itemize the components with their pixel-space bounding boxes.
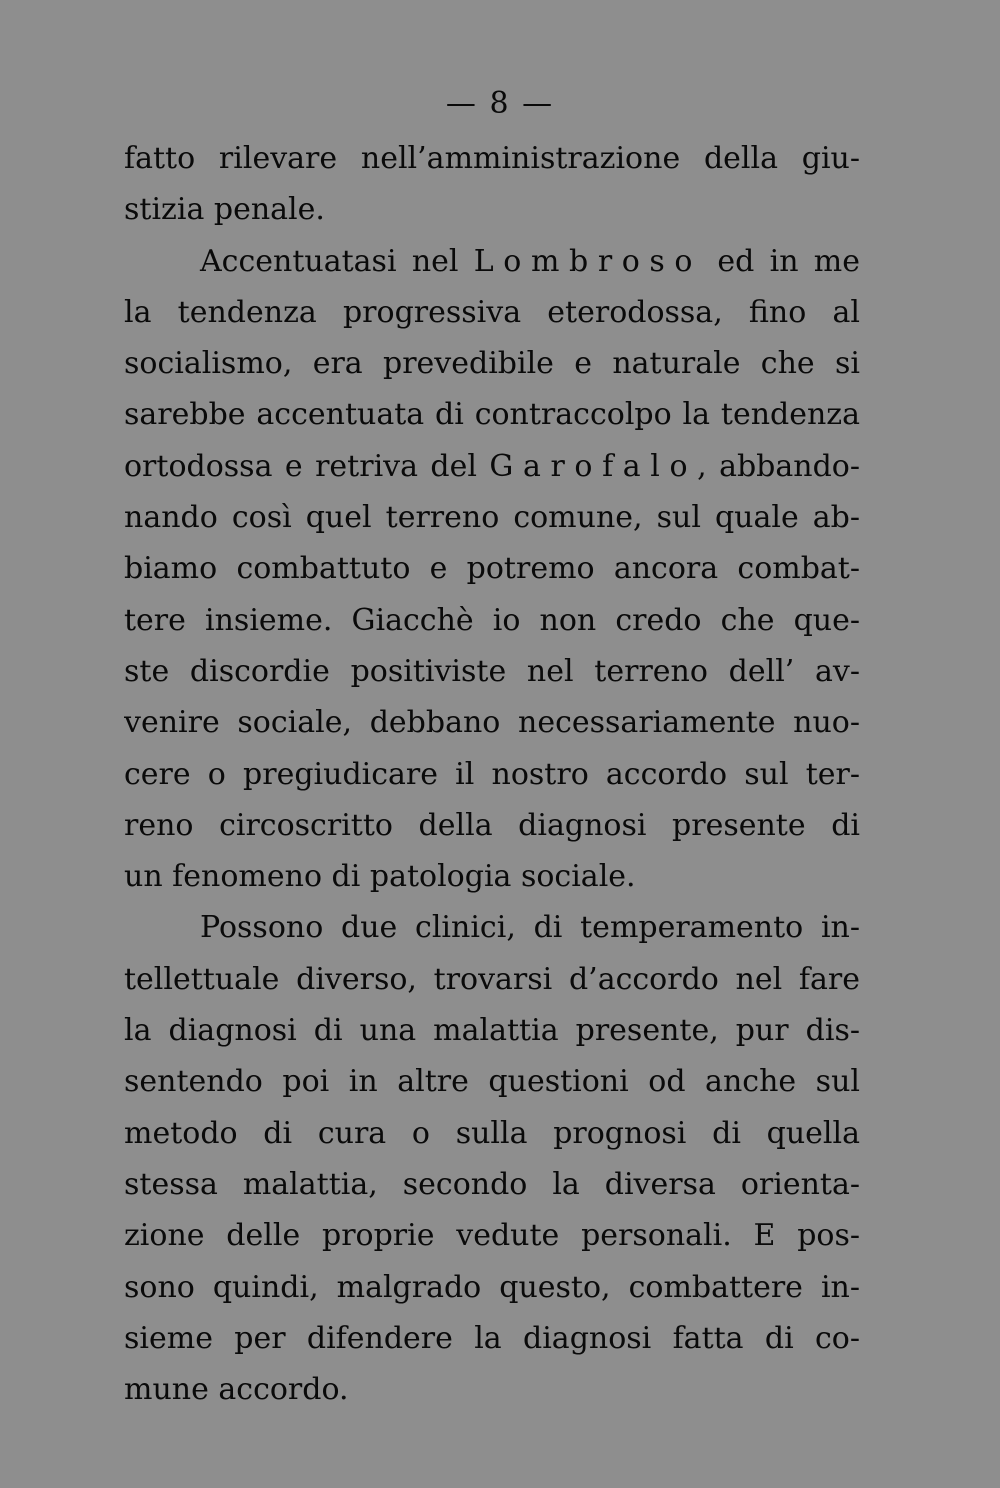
text-line: venire sociale, debbano necessariamente nuo- — [124, 705, 860, 741]
text-line: sentendo poi in altre questioni od anche sul — [124, 1064, 860, 1100]
text-line: nando così quel terreno comune, sul quale ab- — [124, 500, 860, 536]
text-line: socialismo, era prevedibile e naturale che si — [124, 346, 860, 382]
text-line: Possono due clinici, di temperamento in- — [200, 910, 860, 946]
text-line: ortodossa e retriva del Garofalo, abbando- — [124, 448, 860, 484]
page-number: — 8 — — [445, 86, 555, 121]
text-line: mune accordo. — [124, 1372, 349, 1408]
text-line: stizia penale. — [124, 192, 325, 228]
text-line: fatto rilevare nell’amministrazione della giu- — [124, 141, 860, 176]
text-line: biamo combattuto e potremo ancora combat- — [124, 551, 860, 587]
body-text — [124, 133, 860, 1415]
text-line: tere insieme. Giacchè io non credo che que- — [124, 602, 860, 638]
text-line: reno circoscritto della diagnosi presente di — [124, 807, 860, 843]
text-line: tellettuale diverso, trovarsi d’accordo nel fare — [124, 961, 860, 997]
text-line: Accentuatasi nel Lombroso ed in me — [200, 243, 860, 279]
text-line: metodo di cura o sulla prognosi di quella — [124, 1115, 860, 1151]
spaced-surname: Lombroso — [473, 243, 703, 279]
text-line: la tendenza progressiva eterodossa, fino al — [124, 294, 860, 330]
text-line: sieme per difendere la diagnosi fatta di co- — [124, 1320, 860, 1356]
text-line: cere o pregiudicare il nostro accordo sul ter- — [124, 756, 860, 792]
text-line: stessa malattia, secondo la diversa orienta- — [124, 1166, 860, 1202]
text-line: un fenomeno di patologia sociale. — [124, 859, 636, 895]
text-line: ste discordie positiviste nel terreno dell’ av- — [124, 653, 860, 689]
text-line: la diagnosi di una malattia presente, pur dis- — [124, 1013, 860, 1049]
text-line: sarebbe accentuata di contraccolpo la tendenza — [124, 397, 860, 433]
text-line: zione delle proprie vedute personali. E pos- — [124, 1218, 860, 1254]
text-line: sono quindi, malgrado questo, combattere in- — [124, 1269, 860, 1305]
spaced-surname: Garofalo — [489, 448, 698, 484]
